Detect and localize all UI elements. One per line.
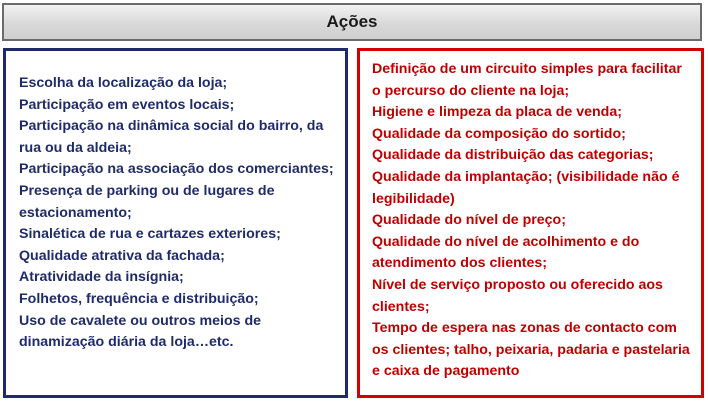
list-item: Nível de serviço proposto ou oferecido aos clientes; <box>372 276 663 315</box>
header-title: Ações <box>326 12 378 31</box>
list-item: Qualidade atrativa da fachada; <box>19 247 225 264</box>
list-item: Definição de um circuito simples para facilitar o percurso do cliente na loja; <box>372 61 682 99</box>
list-item: Qualidade do nível de acolhimento e do atendimento dos clientes; <box>372 233 640 272</box>
list-item: Qualidade da implantação; (visibilidade não é legibilidade) <box>372 168 680 207</box>
list-item: Participação na associação dos comerciantes; <box>19 161 334 178</box>
left-actions-list <box>19 73 335 354</box>
list-item: Atratividade da insígnia; <box>19 269 184 286</box>
list-item: Higiene e limpeza da placa de venda; <box>372 104 622 121</box>
list-item: Uso de cavalete ou outros meios de dinamização diária da loja…etc. <box>19 312 262 351</box>
right-actions-list <box>372 59 693 383</box>
list-item: Folhetos, frequência e distribuição; <box>19 290 259 307</box>
right-actions-box <box>357 48 704 398</box>
list-item: Qualidade da composição do sortido; <box>372 125 626 142</box>
list-item: Participação na dinâmica social do bairro, da rua ou da aldeia; <box>19 118 324 156</box>
list-item: Presença de parking ou de lugares de estacionamento; <box>19 182 275 221</box>
list-item: Participação em eventos locais; <box>19 96 235 113</box>
list-item: Qualidade da distribuição das categorias; <box>372 147 654 164</box>
list-item: Escolha da localização da loja; <box>19 75 228 91</box>
list-item: Tempo de espera nas zonas de contacto com os clientes; talho, peixaria, padaria e pastelaria e caixa de pagamento <box>372 320 690 380</box>
left-actions-box <box>3 48 348 398</box>
list-item: Qualidade do nível de preço; <box>372 212 566 229</box>
list-item: Sinalética de rua e cartazes exteriores; <box>19 226 281 243</box>
actions-header <box>2 3 702 41</box>
